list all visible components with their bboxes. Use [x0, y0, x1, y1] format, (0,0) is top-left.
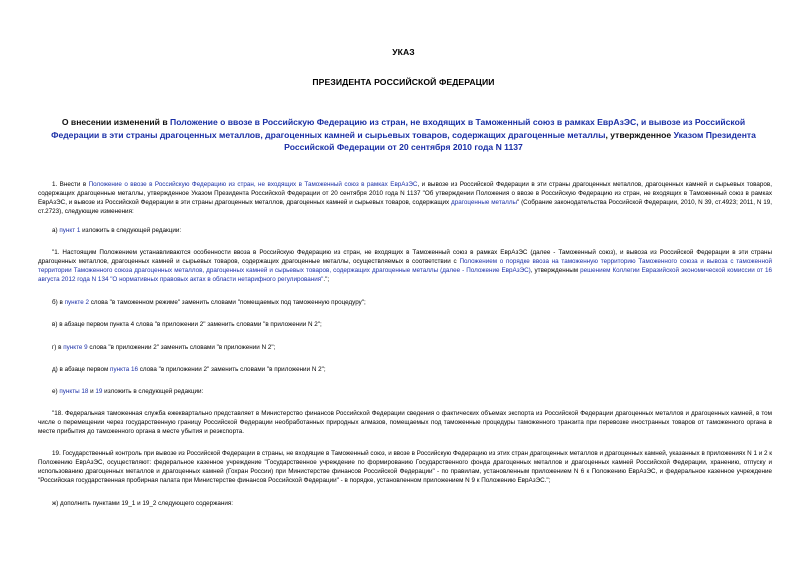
- paragraph-zh: ж) дополнить пунктами 19_1 и 19_2 следующего содержания:: [52, 500, 234, 507]
- paragraph-d: д) в абзаце первом пункта 16 слова "в приложении 2" заменить словами "в приложении N 2";: [52, 366, 326, 373]
- p1-metals-link[interactable]: драгоценные металлы: [451, 199, 518, 206]
- subject-regulation-link[interactable]: Положение о ввозе в Российскую Федерацию из стран, не входящих в Таможенный союз в рамках ЕврАзЭС, и вывозе из Российской Федерации в эти страны драгоценных металлов, драгоценных камней и сырьевых товаров, содержащих драгоценные металлы: [51, 117, 746, 140]
- pe-point18-link[interactable]: пункты 18: [59, 388, 89, 395]
- p1-regulation-link[interactable]: Положение о ввозе в Российскую Федерацию из стран, не входящих в Таможенный союз в рамках ЕврАзЭС: [88, 181, 418, 188]
- subject-decree-link[interactable]: Указом Президента Российской Федерации от 20 сентября 2010 года N 1137: [284, 129, 756, 152]
- issuer-title: ПРЕЗИДЕНТА РОССИЙСКОЙ ФЕДЕРАЦИИ: [312, 77, 495, 87]
- pa-point1-link[interactable]: пункт 1: [59, 227, 81, 234]
- decree-title: УКАЗ: [392, 47, 415, 57]
- paragraph-g: г) в пункте 9 слова "в приложении 2" заменить словами "в приложении N 2";: [52, 344, 276, 351]
- quote-point-19: 19. Государственный контроль при вывозе из Российской Федерации в страны, не входящие в Таможенный союз, и ввозе в Российскую Федерацию из этих стран драгоценных металлов и драгоценных камней, указанных в приложениях N 1 и 2 к Положению ЕврАзЭС, осуществляют: федеральное казенное учреждение "Государственное учреждение по формированию Государственного фонда драгоценных металлов и драгоценных камней Российской Федерации, хранению, отпуску и использованию драгоценных металлов и драгоценных камней (Гохран России) при Министерстве финансов Российской Федерации" - по правилам, установленным приложением N 6 к Положению ЕврАзЭС, и федеральное казенное учреждение "Российская государственная пробирная палата при Министерстве финансов Российской Федерации" - в порядке, установленном приложением N 9 к Положению ЕврАзЭС.";: [38, 450, 772, 484]
- quote-point-1: "1. Настоящим Положением устанавливаются особенности ввоза в Российскую Федерацию из стран, не входящих в Таможенный союз в рамках ЕврАзЭС (далее - Таможенный союз), и вывоза из Российской Федерации в эти страны драгоценных металлов, драгоценных камней и сырьевых товаров, содержащих драгоценные металлы, осуществляемых в соответствии с Положением о порядке ввоза на таможенную территорию Таможенного союза и вывоза с таможенной территории Таможенного союза драгоценных металлов, драгоценных камней и сырьевых товаров, содержащих драгоценные металлы (далее - Положение ЕврАзЭС), утвержденным решением Коллегии Евразийской экономической комиссии от 16 августа 2012 года N 134 "О нормативных правовых актах в области нетарифного регулирования".";: [38, 249, 772, 283]
- paragraph-b: б) в пункте 2 слова "в таможенном режиме" заменить словами "помещаемых под таможенную процедуру";: [52, 299, 366, 306]
- quote-point-18: "18. Федеральная таможенная служба ежеквартально представляет в Министерство финансов Российской Федерации сведения о фактических объемах экспорта из Российской Федерации драгоценных металлов и драгоценных камней, в том числе о перемещении через государственную границу Российской Федерации необработанных природных алмазов, помещаемых под таможенные процедуры таможенного транзита при перевозке иностранных товаров от таможенного органа в месте прибытия до таможенного органа в месте убытия и реэкспорта.: [38, 410, 772, 435]
- paragraph-1: 1. Внести в Положение о ввозе в Российскую Федерацию из стран, не входящих в Таможенный союз в рамках ЕврАзЭС, и вывозе из Российской Федерации в эти страны драгоценных металлов, драгоценных камней и сырьевых товаров, содержащих драгоценные металлы, утвержденное Указом Президента Российской Федерации от 20 сентября 2010 года N 1137 "Об утверждении Положения о ввозе в Российскую Федерацию из стран, не входящих в Таможенный союз в рамках ЕврАзЭС, и вывозе из Российской Федерации в эти страны драгоценных металлов, драгоценных камней и сырьевых товаров, содержащих драгоценные металлы" (Собрание законодательства Российской Федерации, 2010, N 39, ст.4923; 2011, N 19, ст.2723), следующие изменения:: [38, 181, 773, 215]
- pe-point19-link[interactable]: 19: [95, 388, 103, 395]
- pb-point2-link[interactable]: пункте 2: [64, 299, 89, 306]
- decree-subject: О внесении изменений в Положение о ввозе в Российскую Федерацию из стран, не входящих в Таможенный союз в рамках ЕврАзЭС, и вывозе из Российской Федерации в эти страны драгоценных металлов, драгоценных камней и сырьевых товаров, содержащих драгоценные металлы, утвержденное Указом Президента Российской Федерации от 20 сентября 2010 года N 1137: [51, 117, 756, 152]
- paragraph-e: е) пункты 18 и 19 изложить в следующей редакции:: [52, 388, 204, 395]
- quote-commission-decision-link[interactable]: решением Коллегии Евразийской экономической комиссии от 16 августа 2012 года N 134 "О нормативных правовых актах в области нетарифного регулирования": [38, 267, 772, 283]
- paragraph-a: а) пункт 1 изложить в следующей редакции:: [52, 227, 182, 234]
- quote-eaeu-regulation-link[interactable]: Положением о порядке ввоза на таможенную территорию Таможенного союза и вывоза с таможенной территории Таможенного союза драгоценных металлов, драгоценных камней и сырьевых товаров, содержащих драгоценные металлы (далее - Положение ЕврАзЭС): [38, 258, 772, 274]
- pd-point16-link[interactable]: пункта 16: [110, 366, 138, 373]
- pg-point9-link[interactable]: пункте 9: [63, 344, 88, 351]
- paragraph-v: в) в абзаце первом пункта 4 слова "в приложении 2" заменить словами "в приложении N 2";: [52, 321, 322, 328]
